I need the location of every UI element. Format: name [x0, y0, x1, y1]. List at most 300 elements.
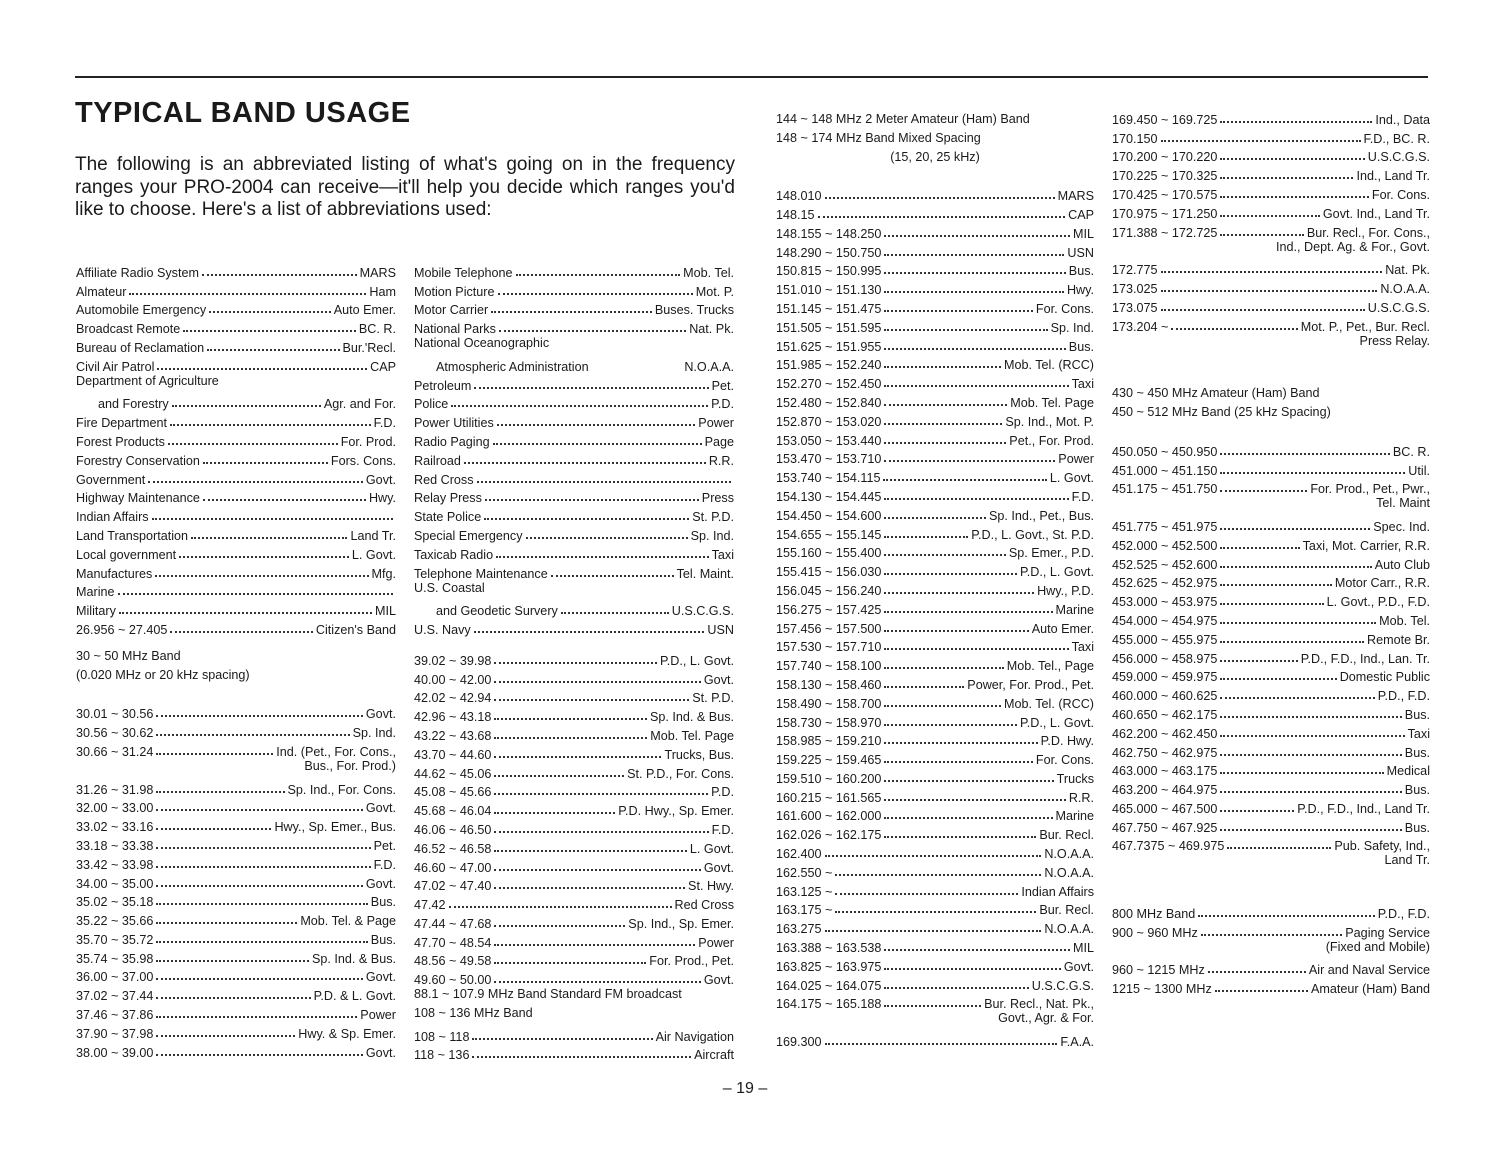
dot-leader [494, 756, 661, 758]
item-key: 161.600 ~ 162.000 [776, 809, 882, 824]
list-item [414, 705, 734, 724]
dot-leader [884, 611, 1052, 613]
list-item [76, 947, 396, 966]
continuation-line: 108 ~ 136 MHz Band [414, 1006, 533, 1021]
item-value: Marine [1055, 809, 1094, 824]
dot-leader [1220, 472, 1405, 474]
item-key: 35.74 ~ 35.98 [76, 951, 154, 966]
list-item [76, 618, 396, 637]
dot-leader [494, 887, 685, 889]
item-value: Ind., Data [1375, 112, 1430, 127]
item-value: Agr. and For. [323, 397, 396, 412]
item-value: F.D., BC. R. [1363, 131, 1430, 146]
dot-leader [551, 575, 674, 577]
item-key: 163.125 ~ [776, 884, 833, 899]
list-item [414, 599, 734, 618]
item-value: Hwy., P.D. [1037, 583, 1094, 598]
dot-leader [825, 855, 1042, 857]
list-item [776, 504, 1094, 523]
list-item [414, 317, 734, 336]
dot-leader [1161, 290, 1378, 292]
item-key: 42.96 ~ 43.18 [414, 710, 492, 725]
list-item [414, 280, 734, 299]
dot-leader [484, 518, 689, 520]
item-value: Power [1058, 452, 1094, 467]
item-key: 44.62 ~ 45.06 [414, 766, 492, 781]
list-item [1112, 684, 1430, 703]
continuation-line: (Fixed and Mobile) [1325, 939, 1430, 954]
item-value: BC. R. [1392, 444, 1430, 459]
item-value: Paging Service [1345, 925, 1430, 940]
item-key: 48.56 ~ 49.58 [414, 954, 492, 969]
list-item [76, 393, 396, 412]
item-key: 148.290 ~ 150.750 [776, 245, 882, 260]
dot-leader [474, 387, 708, 389]
list-item [76, 411, 396, 430]
item-value: P.D., L. Govt. [1020, 565, 1094, 580]
dot-leader [156, 922, 297, 924]
item-key: 42.02 ~ 42.94 [414, 691, 492, 706]
list-item [776, 880, 1094, 899]
dot-leader [884, 630, 1028, 632]
item-value: P.D. Hwy., Sp. Emer. [618, 804, 734, 819]
list-item [776, 203, 1094, 222]
item-key: 49.60 ~ 50.00 [414, 973, 492, 988]
item-value: St. Hwy. [688, 879, 734, 894]
dot-leader [156, 791, 284, 793]
list-item [776, 222, 1094, 241]
list-item [76, 703, 396, 722]
list-item [414, 968, 734, 987]
dot-leader [491, 311, 652, 313]
list-item [76, 778, 396, 797]
dot-leader [516, 274, 681, 276]
item-value: Mob. Tel., Page [1006, 659, 1094, 674]
item-key: 452.525 ~ 452.600 [1112, 557, 1218, 572]
column-1 [76, 261, 396, 1060]
list-item [1112, 921, 1430, 940]
item-value: Bur.'Recl. [342, 340, 396, 355]
list-item [76, 1041, 396, 1060]
list-item [776, 711, 1094, 730]
item-key: Fire Department [76, 416, 167, 431]
list-item [414, 411, 734, 430]
item-value: Ind., Land Tr. [1356, 169, 1430, 184]
item-value: Mfg. [371, 566, 396, 581]
dot-leader [129, 293, 366, 295]
item-value: St. P.D. [692, 691, 734, 706]
item-key: 463.200 ~ 464.975 [1112, 783, 1218, 798]
list-item [1112, 258, 1430, 277]
dot-leader [451, 405, 708, 407]
item-value: USN [1067, 245, 1094, 260]
item-key: Motor Carrier [414, 303, 489, 318]
item-key: 163.825 ~ 163.975 [776, 959, 882, 974]
item-key: 47.02 ~ 47.40 [414, 879, 492, 894]
item-key: 153.050 ~ 153.440 [776, 433, 882, 448]
abbreviation-list-1 [76, 261, 396, 637]
continuation-line: Tel. Maint [1376, 496, 1430, 511]
list-item [776, 579, 1094, 598]
list-item [776, 899, 1094, 918]
item-value: Sp. Ind. & Bus. [649, 710, 734, 725]
dot-leader [884, 291, 1064, 293]
item-value: Buses. Trucks [654, 303, 734, 318]
continuation-line: Bus., For. Prod.) [304, 758, 396, 773]
list-item [76, 524, 396, 543]
item-value: P.D. Hwy. [1040, 734, 1094, 749]
list-item [776, 241, 1094, 260]
item-value: N.O.A.A. [1044, 847, 1094, 862]
item-value: Power [360, 1008, 396, 1023]
band-subheading: (15, 20, 25 kHz) [890, 149, 980, 164]
continuation-line: Department of Agriculture [76, 373, 219, 388]
dot-leader [1220, 810, 1294, 812]
dot-leader [170, 424, 371, 426]
item-key: Highway Maintenance [76, 491, 200, 506]
list-item [776, 767, 1094, 786]
item-value: P.D., F.D., Ind., Lan. Tr. [1300, 651, 1430, 666]
list-item [1112, 127, 1430, 146]
dot-leader [494, 662, 657, 664]
list-item [1112, 741, 1430, 760]
item-value: Power [698, 935, 734, 950]
item-value: Tel. Maint. [676, 566, 734, 581]
item-key: 451.175 ~ 451.750 [1112, 482, 1218, 497]
item-key: 47.70 ~ 48.54 [414, 935, 492, 950]
item-key: 152.870 ~ 153.020 [776, 414, 882, 429]
item-value: MIL [1073, 226, 1094, 241]
item-key: Police [414, 397, 449, 412]
continuation-line: Press Relay. [1359, 333, 1430, 348]
item-key: 35.70 ~ 35.72 [76, 932, 154, 947]
dot-leader [494, 962, 646, 964]
item-value: Mot. P. [695, 284, 734, 299]
item-key: 158.985 ~ 159.210 [776, 734, 882, 749]
dot-leader [148, 481, 363, 483]
list-item [1112, 553, 1430, 572]
item-key: 47.44 ~ 47.68 [414, 916, 492, 931]
list-item [776, 730, 1094, 749]
dot-leader [825, 930, 1042, 932]
dot-leader [1220, 660, 1297, 662]
item-value: Mot. P., Pet., Bur. Recl. [1300, 319, 1430, 334]
item-key: 800 MHz Band [1112, 907, 1196, 922]
dot-leader [1220, 716, 1401, 718]
dot-leader [1220, 622, 1376, 624]
list-item [776, 335, 1094, 354]
item-value: Marine [1055, 602, 1094, 617]
dot-leader [884, 442, 1006, 444]
item-value: Govt. [365, 801, 396, 816]
list-item [414, 950, 734, 969]
dot-leader [155, 575, 368, 577]
item-key: 46.06 ~ 46.50 [414, 822, 492, 837]
item-key: 453.000 ~ 453.975 [1112, 595, 1218, 610]
item-value: Sp. Ind., Pet., Bus. [988, 508, 1094, 523]
item-value: Sp. Ind. [352, 726, 396, 741]
frequency-list-169-174 [1112, 108, 1430, 352]
dot-leader [884, 498, 1068, 500]
dot-leader [472, 1038, 652, 1040]
list-item [1112, 572, 1430, 591]
dot-leader [884, 799, 1065, 801]
list-item [414, 374, 734, 393]
list-item [414, 1025, 734, 1044]
item-value: USN [707, 622, 734, 637]
dot-leader [183, 330, 356, 332]
list-item [76, 872, 396, 891]
dot-leader [156, 978, 363, 980]
list-item [76, 853, 396, 872]
list-item [776, 974, 1094, 993]
item-value: Hwy. & Sp. Emer. [298, 1026, 396, 1041]
item-key: 32.00 ~ 33.00 [76, 801, 154, 816]
item-key: 173.075 [1112, 300, 1158, 315]
item-key: 150.815 ~ 150.995 [776, 264, 882, 279]
item-value: Bur. Recl., For. Cons., [1306, 225, 1430, 240]
dot-leader [156, 715, 363, 717]
dot-leader [1220, 735, 1404, 737]
list-item [1112, 221, 1430, 240]
dot-leader [884, 742, 1037, 744]
list-item [776, 861, 1094, 880]
frequency-list-30-50 [76, 703, 396, 1060]
item-key: 36.00 ~ 37.00 [76, 970, 154, 985]
item-value: P.D., L. Govt. [1020, 715, 1094, 730]
item-value: Fors. Cons. [330, 453, 396, 468]
item-value: U.S.C.G.S. [1367, 300, 1430, 315]
list-item [414, 818, 734, 837]
list-item [76, 299, 396, 318]
list-item [1112, 164, 1430, 183]
item-value: Mob. Tel. (RCC) [1003, 358, 1094, 373]
item-key: 148.010 [776, 189, 822, 204]
item-key: 463.000 ~ 463.175 [1112, 764, 1218, 779]
item-key: 151.505 ~ 151.595 [776, 320, 882, 335]
list-item [776, 673, 1094, 692]
item-key: 45.68 ~ 46.04 [414, 804, 492, 819]
item-value: P.D., F.D. [1377, 689, 1430, 704]
item-key: 38.00 ~ 39.00 [76, 1045, 154, 1060]
list-item [76, 966, 396, 985]
item-value: MIL [1073, 941, 1094, 956]
item-key: 169.450 ~ 169.725 [1112, 112, 1218, 127]
dot-leader [1220, 547, 1299, 549]
item-value: Util. [1408, 463, 1430, 478]
dot-leader [156, 753, 273, 755]
item-key: Automobile Emergency [76, 303, 207, 318]
item-value: Bus. [370, 932, 396, 947]
list-item [776, 786, 1094, 805]
item-key: 173.025 [1112, 281, 1158, 296]
item-key: 172.775 [1112, 263, 1158, 278]
abbreviation-list-2 [414, 261, 734, 637]
item-key: Affiliate Radio System [76, 265, 199, 280]
band-subheading: (0.020 MHz or 20 kHz spacing) [76, 667, 250, 682]
list-item [776, 842, 1094, 861]
item-value: CAP [370, 359, 396, 374]
dot-leader [156, 1035, 295, 1037]
dot-leader [168, 443, 338, 445]
list-item [414, 299, 734, 318]
item-value: Medical [1386, 764, 1430, 779]
dot-leader [494, 775, 624, 777]
item-value: Sp. Ind., Mot. P. [1005, 414, 1094, 429]
list-item [776, 448, 1094, 467]
list-item [776, 917, 1094, 936]
dot-leader [884, 667, 1003, 669]
item-value: Bus. [1068, 339, 1094, 354]
item-value: Motor Carr., R.R. [1334, 576, 1430, 591]
item-key: 108 ~ 118 [414, 1029, 470, 1044]
dot-leader [1161, 309, 1365, 311]
item-value: Sp. Emer., P.D. [1008, 546, 1094, 561]
item-key: Land Transportation [76, 528, 189, 543]
list-item [76, 740, 396, 759]
list-item [76, 336, 396, 355]
item-key: 26.956 ~ 27.405 [76, 622, 168, 637]
item-value: Sp. Ind. [690, 528, 734, 543]
item-key: 151.145 ~ 151.475 [776, 301, 882, 316]
dot-leader [1220, 791, 1401, 793]
list-item [76, 928, 396, 947]
item-value: Hwy. [1066, 283, 1094, 298]
item-key: 30.01 ~ 30.56 [76, 707, 154, 722]
item-value: P.D., F.D., Ind., Land Tr. [1297, 801, 1430, 816]
item-key: 960 ~ 1215 MHz [1112, 963, 1205, 978]
dot-leader [202, 274, 357, 276]
dot-leader [835, 874, 1041, 876]
item-value: U.S.C.G.S. [671, 604, 734, 619]
item-key: 162.400 [776, 847, 822, 862]
item-value: F.D. [1071, 489, 1094, 504]
list-item [1112, 628, 1430, 647]
item-value: Hwy. [368, 491, 396, 506]
list-item [776, 542, 1094, 561]
continuation-line: Land Tr. [1384, 853, 1430, 868]
continuation-line: U.S. Coastal [414, 580, 485, 595]
item-key: Forestry Conservation [76, 453, 200, 468]
dot-leader [494, 737, 647, 739]
item-key: 170.150 [1112, 131, 1158, 146]
list-item [776, 936, 1094, 955]
item-value: MARS [1057, 189, 1094, 204]
list-item [76, 355, 396, 374]
item-key: Motion Picture [414, 284, 495, 299]
dot-leader [1220, 453, 1390, 455]
item-value: Bus. [1068, 264, 1094, 279]
item-key: 33.18 ~ 33.38 [76, 838, 154, 853]
item-key: 163.175 ~ [776, 903, 833, 918]
dot-leader [884, 460, 1055, 462]
list-item [776, 748, 1094, 767]
dot-leader [499, 330, 686, 332]
dot-leader [884, 329, 1047, 331]
list-item [76, 261, 396, 280]
dot-leader [884, 987, 1028, 989]
list-item [776, 692, 1094, 711]
item-value: Govt. [365, 472, 396, 487]
item-value: Auto Emer. [333, 303, 396, 318]
item-value: Mob. Tel. Page [650, 728, 734, 743]
list-item [776, 654, 1094, 673]
dot-leader [1161, 271, 1383, 273]
item-value: For. Cons. [1035, 301, 1094, 316]
item-value: Nat. Pk. [689, 322, 734, 337]
page-number: – 19 – [722, 1080, 768, 1097]
dot-leader [1220, 528, 1370, 530]
item-value: Pet. [373, 838, 396, 853]
item-value: Taxi [1407, 726, 1430, 741]
item-value: Bus. [1404, 820, 1430, 835]
item-value: F.D. [373, 857, 396, 872]
item-key: Manufactures [76, 566, 153, 581]
dot-leader [498, 293, 693, 295]
list-item [414, 912, 734, 931]
item-value: Mob. Tel. [683, 265, 734, 280]
frequency-list-450-470 [1112, 440, 1430, 872]
item-value: Aircraft [694, 1048, 734, 1063]
dot-leader [203, 462, 328, 464]
item-key: Taxicab Radio [414, 547, 494, 562]
dot-leader [472, 1056, 691, 1058]
dot-leader [884, 404, 1007, 406]
dot-leader [818, 216, 1066, 218]
list-item [76, 487, 396, 506]
item-key: 459.000 ~ 459.975 [1112, 670, 1218, 685]
list-item [414, 393, 734, 412]
item-key: 164.175 ~ 165.188 [776, 997, 882, 1012]
dot-leader [884, 949, 1070, 951]
dot-leader [494, 718, 647, 720]
item-value: Red Cross [674, 898, 734, 913]
item-value: Hwy., Sp. Emer., Bus. [274, 820, 396, 835]
dot-leader [884, 366, 1001, 368]
list-item [1112, 703, 1430, 722]
item-key: Local government [76, 547, 177, 562]
dot-leader [1208, 971, 1306, 973]
item-key: 153.470 ~ 153.710 [776, 452, 882, 467]
item-key: 452.000 ~ 452.500 [1112, 538, 1218, 553]
item-key: 155.160 ~ 155.400 [776, 546, 882, 561]
item-value: Auto Club [1374, 557, 1430, 572]
list-item [776, 1030, 1094, 1049]
item-key: 460.000 ~ 460.625 [1112, 689, 1218, 704]
dot-leader [1220, 697, 1374, 699]
item-key: 153.740 ~ 154.115 [776, 471, 881, 486]
dot-leader [884, 573, 1017, 575]
list-item [776, 260, 1094, 279]
list-item [76, 984, 396, 1003]
item-value: L. Govt. [351, 547, 396, 562]
item-key: 163.388 ~ 163.538 [776, 941, 882, 956]
item-value: Citizen's Band [315, 622, 396, 637]
item-value: F.D. [711, 822, 734, 837]
item-key: Marine [76, 585, 115, 600]
item-key: 31.26 ~ 31.98 [76, 782, 154, 797]
dot-leader [1220, 490, 1307, 492]
item-key: 163.275 [776, 922, 822, 937]
item-key: 451.775 ~ 451.975 [1112, 519, 1218, 534]
item-value: Ind. (Pet., For. Cons., [276, 744, 396, 759]
item-key: 33.42 ~ 33.98 [76, 857, 154, 872]
item-value: Trucks, Bus. [664, 747, 734, 762]
item-key: 156.275 ~ 157.425 [776, 602, 882, 617]
list-item [76, 317, 396, 336]
list-item [414, 618, 734, 637]
list-item [1112, 666, 1430, 685]
